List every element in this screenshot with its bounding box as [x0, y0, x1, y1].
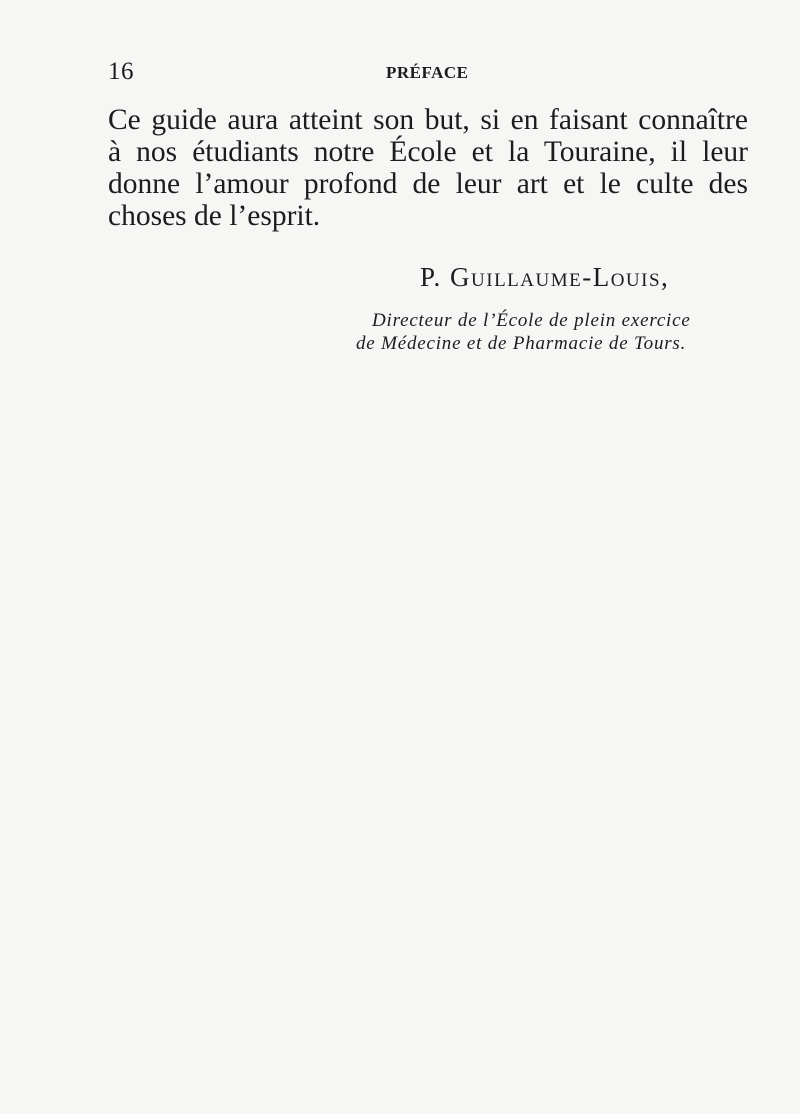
author-signature: P. Guillaume-Louis, [420, 262, 670, 292]
paragraph-line: choses de l’esprit. [108, 200, 321, 232]
paragraph-line: donne l’amour profond de leur art et le culte des [108, 168, 748, 200]
paragraph-line: à nos étudiants notre École et la Touraine, il leur [108, 136, 748, 168]
author-affiliation [356, 309, 736, 355]
running-head [108, 58, 748, 88]
affiliation-line: de Médecine et de Pharmacie de Tours. [356, 333, 687, 354]
affiliation-line: Directeur de l’École de plein exercice [372, 310, 691, 331]
page-number: 16 [108, 58, 134, 85]
paragraph-line: Ce guide aura atteint son but, si en faisant connaître [108, 104, 748, 136]
preface-paragraph [108, 104, 748, 232]
section-title: PRÉFACE [386, 63, 469, 82]
